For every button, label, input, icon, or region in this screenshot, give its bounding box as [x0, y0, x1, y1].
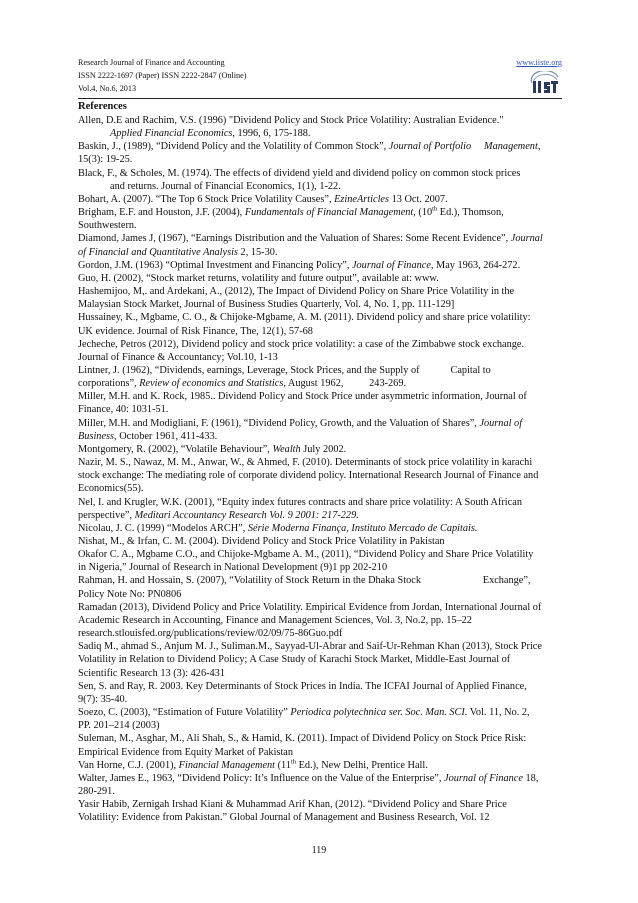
reference-line: Hashemijoo, M,. and Ardekani, A., (2012), The Impact of Dividend Policy on Share Price Volatility in the: [78, 286, 515, 298]
iiste-logo-icon: [530, 71, 560, 95]
reference-line: Academic Research in Accounting, Finance and Management Sciences, Vol. 3, No.2, pp. 15–22: [78, 614, 472, 626]
reference-line: corporations”, Review of economics and Statistics, August 1962, 243-269.: [78, 378, 407, 390]
reference-line: Brigham, E.F. and Houston, J.F. (2004), Fundamentals of Financial Management, (10th Ed.), Thomson,: [78, 205, 504, 219]
volume-line: Vol.4, No.6, 2013: [78, 84, 137, 93]
reference-line: Scientific Research 13 (3): 426-431: [78, 667, 225, 679]
reference-line: Montgomery, R. (2002), “Volatile Behaviour”, Wealth July 2002.: [78, 443, 347, 455]
reference-line: 9(7): 35-40.: [78, 693, 128, 705]
page-number: 119: [311, 845, 327, 856]
reference-line: Malaysian Stock Market, Journal of Business Studies Quarterly, Vol. 4, No. 1, pp. 111-129]: [78, 299, 455, 311]
issn-line: ISSN 2222-1697 (Paper) ISSN 2222-2847 (Online): [78, 71, 247, 80]
reference-line: Black, F., & Scholes, M. (1974). The effects of dividend yield and dividend policy on common stock prices: [78, 167, 521, 179]
reference-line: 15(3): 19-25.: [78, 154, 133, 166]
reference-line: Policy Note No: PN0806: [78, 588, 182, 600]
reference-line: Miller, M.H. and Modigliani, F. (1961), “Dividend Policy, Growth, and the Valuation of Shares”, Journal of: [78, 417, 523, 429]
reference-line: Nishat, M., & Irfan, C. M. (2004). Dividend Policy and Stock Price Volatility in Pakistan: [78, 536, 445, 547]
reference-line: Yasir Habib, Zernigah Irshad Kiani & Muhammad Arif Khan, (2012). “Dividend Policy and Share Price: [78, 799, 507, 811]
references-heading: References: [78, 101, 127, 112]
reference-line: PP. 201–214 (2003): [78, 720, 160, 732]
reference-line: Allen, D.E and Rachim, V.S. (1996) "Dividend Policy and Stock Price Volatility: Australian Evidence.": [78, 115, 504, 126]
reference-line: Baskin, J., (1989), “Dividend Policy and the Volatility of Common Stock”, Journal of Portfolio Management,: [78, 141, 541, 153]
reference-line: Rahman, H. and Hossain, S. (2007), “Volatility of Stock Return in the Dhaka Stock Exchange”,: [78, 575, 531, 587]
reference-line: UK evidence. Journal of Risk Finance, The, 12(1), 57-68: [78, 325, 313, 337]
reference-line: Jecheche, Petros (2012), Dividend policy and stock price volatility: a case of the Zimbabwe stock exchange.: [78, 338, 525, 350]
page-header: [78, 56, 562, 100]
reference-line: Applied Financial Economics, 1996, 6, 175-188.: [110, 128, 311, 140]
reference-line: Diamond, James J, (1967), “Earnings Distribution and the Valuation of Shares: Some Recent Evidence”, Journal: [78, 233, 543, 245]
reference-line: 280-291.: [78, 785, 115, 797]
reference-line: Van Horne, C.J. (2001), Financial Management (11th Ed.), New Delhi, Prentice Hall.: [78, 758, 428, 771]
journal-name: Research Journal of Finance and Accounting: [78, 58, 225, 67]
reference-line: Finance, 40: 1031-51.: [78, 404, 169, 416]
reference-line: Nel, I. and Krugler, W.K. (2001), “Equity index futures contracts and share price volatility: A South African: [78, 496, 522, 508]
reference-line: Volatility: Evidence from Pakistan.” Global Journal of Management and Business Research, Vol. 12: [78, 812, 490, 824]
references-section: [78, 100, 564, 824]
reference-line: Guo, H. (2002), “Stock market returns, volatility and future output”, available at: www.: [78, 272, 439, 284]
reference-line: Suleman, M., Asghar, M., Ali Shah, S., & Hamid, K. (2011). Impact of Dividend Policy on Stock Price Risk:: [78, 733, 527, 745]
reference-line: in Nigeria,” Journal of Research in National Development (9)1 pp 202-210: [78, 562, 388, 574]
reference-line: Sadiq M., ahmad S., Anjum M. J., Suliman.M., Sayyad-Ul-Abrar and Saif-Ur-Rehman Khan (2013), Stock Price: [78, 641, 542, 653]
reference-line: Nazir, M. S., Nawaz, M. M., Anwar, W., & Ahmed, F. (2010). Determinants of stock price volatility in karachi: [78, 457, 533, 469]
reference-line: Walter, James E., 1963, “Dividend Policy: It’s Influence on the Value of the Enterprise”, Journal of Finance 18,: [78, 772, 539, 784]
reference-line: Economics(55).: [78, 483, 144, 495]
journal-url-link[interactable]: www.iiste.org: [516, 58, 562, 67]
reference-line: Hussainey, K., Mgbame, C. O., & Chijoke-Mgbame, A. M. (2011). Dividend policy and share price volatility:: [78, 312, 531, 324]
reference-line: Sen, S. and Ray, R. 2003. Key Determinants of Stock Prices in India. The ICFAI Journal of Applied Finance,: [78, 680, 527, 692]
reference-line: research.stlouisfed.org/publications/review/02/09/75-86Guo.pdf: [78, 628, 343, 640]
reference-line: Nicolau, J. C. (1999) “Modelos ARCH”, Série Moderna Finança, Instituto Mercado de Capitais.: [78, 522, 478, 534]
reference-line: Soezo, C. (2003), “Estimation of Future Volatility” Periodica polytechnica ser. Soc. Man. SCI. Vol. 11, No. 2,: [78, 707, 530, 719]
reference-line: Okafor C. A., Mgbame C.O., and Chijoke-Mgbame A. M., (2011), “Dividend Policy and Share Price Volatility: [78, 549, 534, 561]
header-divider: [78, 98, 562, 99]
reference-line: stock exchange: The mediating role of corporate dividend policy. International Research Journal of Finance and: [78, 470, 539, 482]
reference-line: Bohart, A. (2007). “The Top 6 Stock Price Volatility Causes”, EzineArticles 13 Oct. 2007.: [78, 193, 448, 205]
reference-line: Empirical Evidence from Equity Market of Pakistan: [78, 746, 294, 758]
reference-line: and returns. Journal of Financial Economics, 1(1), 1-22.: [110, 180, 341, 192]
reference-line: Journal of Finance & Accountancy; Vol.10, 1-13: [78, 351, 278, 363]
reference-line: Gordon, J.M. (1963) “Optimal Investment and Financing Policy”, Journal of Finance, May 1963, 264-272.: [78, 259, 521, 271]
reference-line: Volatility in Relation to Dividend Policy; A Case Study of Karachi Stock Market, Middle-East Journal of: [78, 654, 511, 666]
reference-line: Miller, M.H. and K. Rock, 1985.. Dividend Policy and Stock Price under asymmetric information, Journal of: [78, 391, 527, 403]
reference-line: Lintner, J. (1962), “Dividends, earnings, Leverage, Stock Prices, and the Supply of Capital to: [78, 364, 491, 376]
reference-line: Southwestern.: [78, 220, 137, 232]
reference-line: perspective”, Meditari Accountancy Research Vol. 9 2001: 217-229.: [78, 509, 359, 521]
reference-line: Ramadan (2013), Dividend Policy and Price Volatility. Empirical Evidence from Jordan, International Journal of: [78, 601, 542, 613]
reference-line: Business, October 1961, 411-433.: [78, 430, 218, 442]
reference-line: of Financial and Quantitative Analysis 2, 15-30.: [78, 246, 278, 258]
